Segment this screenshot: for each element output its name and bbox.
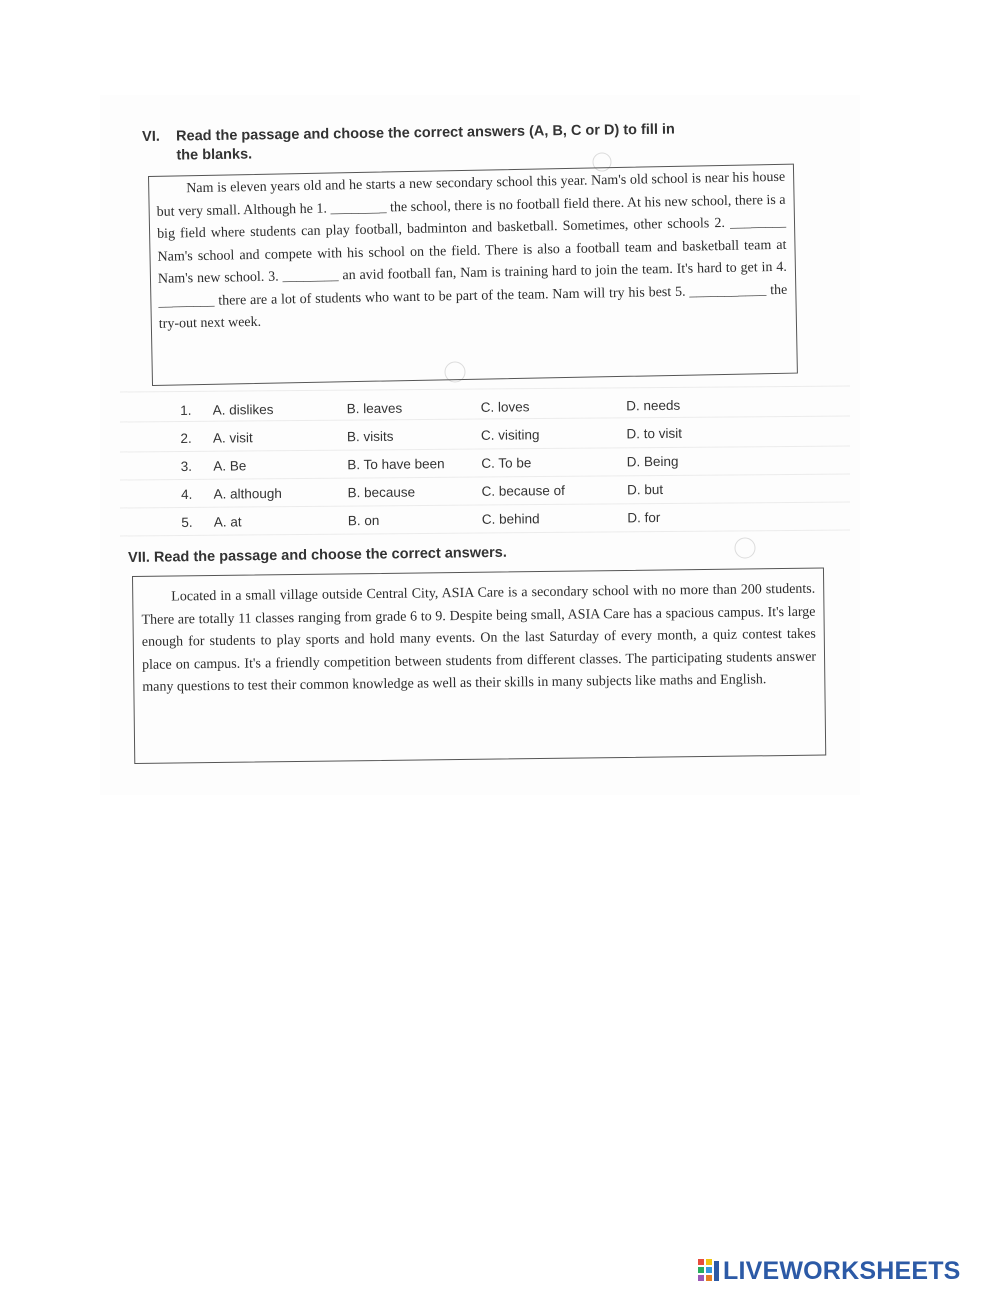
option-c[interactable]: C. because of xyxy=(481,482,565,499)
section-6-number: VI. xyxy=(142,128,160,145)
option-c[interactable]: C. visiting xyxy=(480,426,540,443)
option-c[interactable]: C. loves xyxy=(480,398,530,415)
question-number: 2. xyxy=(180,430,192,446)
question-number: 3. xyxy=(180,458,193,474)
passage-2-text: Located in a small village outside Central City, ASIA Care is a secondary school with no more than 200 students. There are totally 11 classes ranging from grade 6 to 9. Despite being small, ASIA Care has a spacious campus. It's large enough for students to play sports and hold many events. On the last Saturday of every month, a quiz contest takes place on campus. It's a friendly competition between students from different classes. The participating students answer many questions to test their common knowledge as well as their skills in many subjects like maths and English. xyxy=(141,581,817,695)
option-a[interactable]: A. although xyxy=(213,485,282,502)
option-b[interactable]: B. on xyxy=(347,512,380,528)
option-d[interactable]: D. to visit xyxy=(626,425,683,441)
option-b[interactable]: B. because xyxy=(347,484,416,500)
option-d[interactable]: D. but xyxy=(626,481,664,497)
option-d[interactable]: D. Being xyxy=(626,453,679,469)
option-b[interactable]: B. visits xyxy=(346,428,394,444)
option-b[interactable]: B. To have been xyxy=(347,455,445,472)
option-c[interactable]: C. To be xyxy=(481,454,532,471)
question-number: 5. xyxy=(181,514,193,530)
option-a[interactable]: A. Be xyxy=(213,457,247,474)
option-b[interactable]: B. leaves xyxy=(346,400,403,416)
option-a[interactable]: A. dislikes xyxy=(212,401,274,418)
section-6-instruction-line1: Read the passage and choose the correct answers (A, B, C or D) to fill in xyxy=(176,121,675,145)
question-number: 4. xyxy=(180,486,193,502)
question-number: 1. xyxy=(180,402,192,418)
passage-1-text: Nam is eleven years old and he starts a new secondary school this year. Nam's old school is near his house but very small. Although he 1. ________ the school, there is no football field there. At his new school, there is a big field where students can play football, badminton and basketball. Sometimes, other schools 2. ________ Nam's school and compete with his school on the field. There is also a football team and basketball team at Nam's new school. 3. ________ an avid football fan, Nam is training hard to join the team. It's hard to get in 4. ________ there are a lot of students who want to be part of the team. Nam will try his best 5. ___________ the try-out next week. xyxy=(156,169,788,332)
option-a[interactable]: A. visit xyxy=(212,429,253,446)
section-6-instruction-line2: the blanks. xyxy=(176,146,253,164)
option-c[interactable]: C. behind xyxy=(481,510,540,527)
section-7-heading: VII. Read the passage and choose the correct answers. xyxy=(128,544,507,566)
passage-1-box xyxy=(148,164,798,386)
option-a[interactable]: A. at xyxy=(213,513,242,530)
passage-2-box xyxy=(132,568,826,764)
liveworksheets-logo-icon xyxy=(698,1259,720,1283)
liveworksheets-logo xyxy=(698,1256,961,1286)
answer-options-table xyxy=(180,390,761,536)
liveworksheets-logo-text: LIVEWORKSHEETS xyxy=(723,1256,961,1285)
option-d[interactable]: D. for xyxy=(627,509,661,525)
option-d[interactable]: D. needs xyxy=(626,397,681,413)
